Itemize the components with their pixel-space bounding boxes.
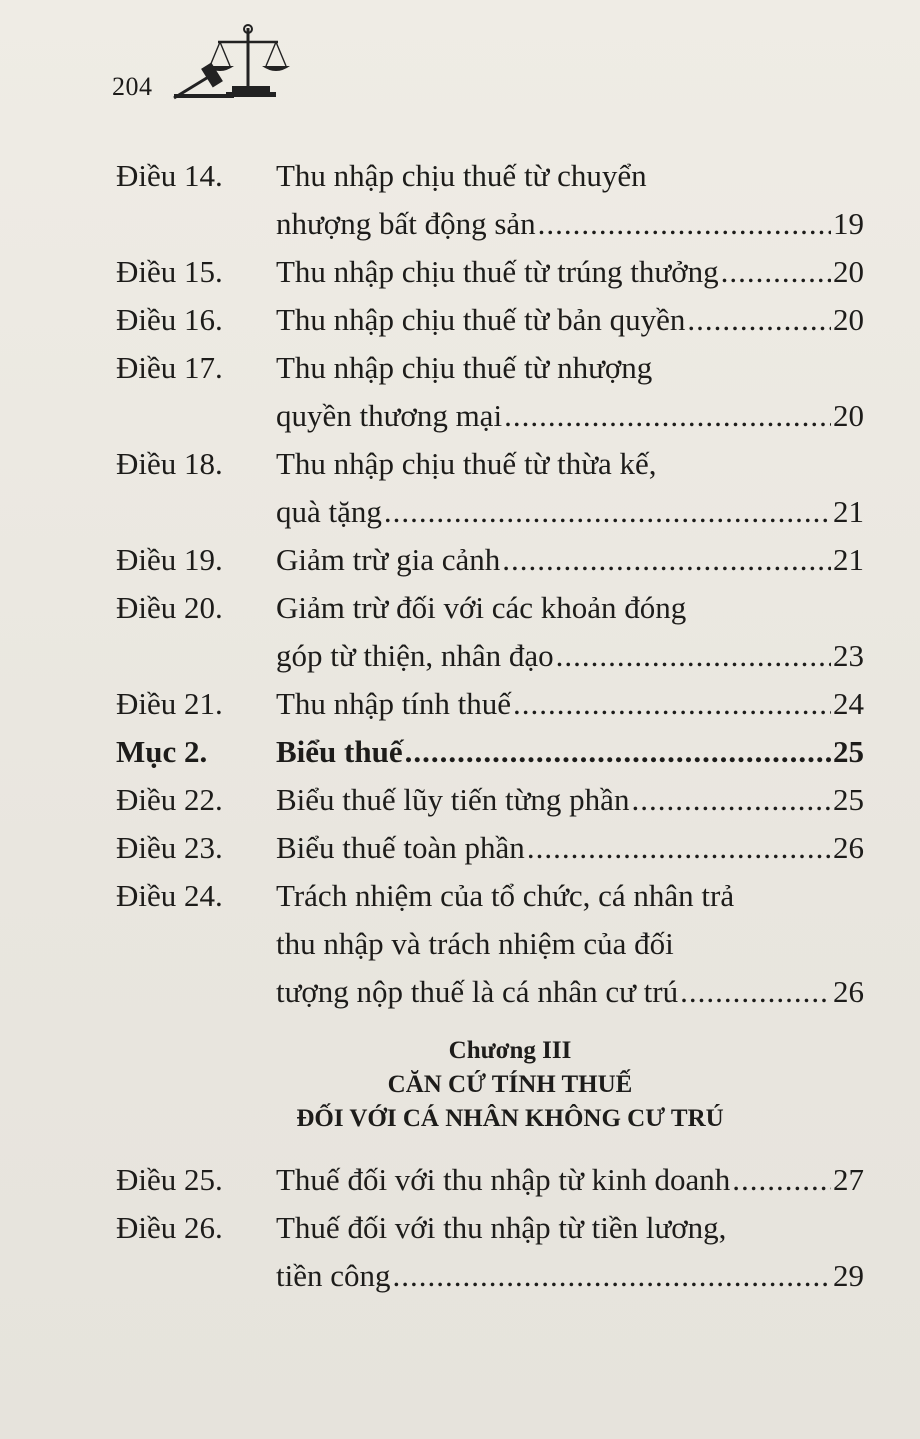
toc-entry-text: nhượng bất động sản [276,206,536,241]
toc-entry-text: tượng nộp thuế là cá nhân cư trú [276,974,679,1009]
toc-entry-page: 20 [833,398,864,433]
toc-entry-page: 26 [833,830,864,865]
toc-entry [116,680,864,728]
scales-of-justice-icon [170,20,300,100]
chapter-title-line-2: ĐỐI VỚI CÁ NHÂN KHÔNG CƯ TRÚ [296,1105,724,1132]
toc-entry-page: 19 [833,206,864,241]
toc-entry-body [276,728,864,776]
toc-entry-label: Điều 19. [116,542,223,577]
toc-entry-text: Biểu thuế lũy tiến từng phần [276,782,630,817]
toc-entry-page: 25 [833,782,864,817]
dot-leader [556,632,831,680]
toc-entry-body [276,680,864,728]
toc-entry [116,152,864,248]
toc-entry-label: Điều 17. [116,350,223,385]
toc-entry-text: Thu nhập tính thuế [276,686,512,721]
toc-entry-text: Thuế đối với thu nhập từ tiền lương, [276,1210,727,1245]
toc-entry [116,824,864,872]
toc-entry-page: 29 [833,1258,864,1293]
page-header [112,20,332,110]
toc-entry-label: Điều 24. [116,878,223,913]
dot-leader [680,968,831,1016]
toc-entry-page: 26 [833,974,864,1009]
dot-leader [502,536,831,584]
table-of-contents [116,152,864,1300]
toc-entry-label: Điều 15. [116,254,223,289]
chapter-heading [156,1016,864,1156]
toc-entry-page: 25 [833,734,864,769]
toc-entry-label: Điều 26. [116,1210,223,1245]
toc-entry-text: Thuế đối với thu nhập từ kinh doanh [276,1162,731,1197]
toc-entry [116,248,864,296]
toc-section-heading [116,728,864,776]
toc-entry-label: Điều 23. [116,830,223,865]
toc-entry-page: 21 [833,494,864,529]
dot-leader [405,728,831,776]
toc-entry-text: Trách nhiệm của tổ chức, cá nhân trả [276,878,735,913]
toc-entry-body [276,344,864,440]
toc-entry-text: Giảm trừ gia cảnh [276,542,501,577]
toc-entry [116,584,864,680]
toc-entry-body [276,776,864,824]
toc-entry-page: 20 [833,302,864,337]
toc-entry-body [276,152,864,248]
dot-leader [721,248,831,296]
toc-entry [116,296,864,344]
toc-entry-text: Thu nhập chịu thuế từ bản quyền [276,302,686,337]
toc-entry-body [276,296,864,344]
toc-entry-text: Thu nhập chịu thuế từ thừa kế, [276,446,657,481]
toc-entry-page: 20 [833,254,864,289]
dot-leader [393,1252,832,1300]
chapter-number: Chương III [448,1037,572,1064]
dot-leader [631,776,831,824]
toc-entry-body [276,584,864,680]
toc-entry-label: Điều 22. [116,782,223,817]
toc-entry-page: 23 [833,638,864,673]
toc-entry-body [276,1156,864,1204]
page-number: 204 [112,72,153,101]
toc-entry-text: Thu nhập chịu thuế từ trúng thưởng [276,254,719,289]
dot-leader [732,1156,831,1204]
toc-entry [116,536,864,584]
toc-entry-text: quà tặng [276,494,382,529]
toc-entry-label: Điều 21. [116,686,223,721]
toc-entry-text: góp từ thiện, nhân đạo [276,638,554,673]
toc-section-top [116,152,864,1016]
toc-entry [116,344,864,440]
toc-entry-text: Biểu thuế toàn phần [276,830,525,865]
toc-entry-label: Điều 16. [116,302,223,337]
toc-entry-label: Mục 2. [116,734,208,769]
toc-entry-label: Điều 14. [116,158,223,193]
dot-leader [384,488,831,536]
dot-leader [504,392,831,440]
toc-entry [116,1156,864,1204]
toc-entry-label: Điều 18. [116,446,223,481]
toc-entry-text: quyền thương mại [276,398,503,433]
toc-entry [116,776,864,824]
toc-entry-text: tiền công [276,1258,391,1293]
toc-entry [116,1204,864,1300]
dot-leader [538,200,831,248]
toc-entry-body [276,440,864,536]
toc-entry-body [276,1204,864,1300]
toc-entry-label: Điều 25. [116,1162,223,1197]
toc-entry-page: 24 [833,686,864,721]
toc-entry-text: Thu nhập chịu thuế từ nhượng [276,350,653,385]
chapter-title-line-1: CĂN CỨ TÍNH THUẾ [387,1071,633,1098]
dot-leader [513,680,831,728]
toc-entry-body [276,248,864,296]
toc-entry [116,440,864,536]
toc-entry-body [276,536,864,584]
toc-entry-text: thu nhập và trách nhiệm của đối [276,926,674,961]
toc-entry [116,872,864,1016]
toc-entry-body [276,824,864,872]
toc-entry-label: Điều 20. [116,590,223,625]
dot-leader [687,296,831,344]
dot-leader [527,824,831,872]
toc-entry-page: 27 [833,1162,864,1197]
toc-entry-page: 21 [833,542,864,577]
toc-entry-text: Thu nhập chịu thuế từ chuyển [276,158,647,193]
toc-entry-text: Giảm trừ đối với các khoản đóng [276,590,687,625]
toc-section-bottom [116,1156,864,1300]
toc-entry-text: Biểu thuế [276,734,403,769]
toc-entry-body [276,872,864,1016]
